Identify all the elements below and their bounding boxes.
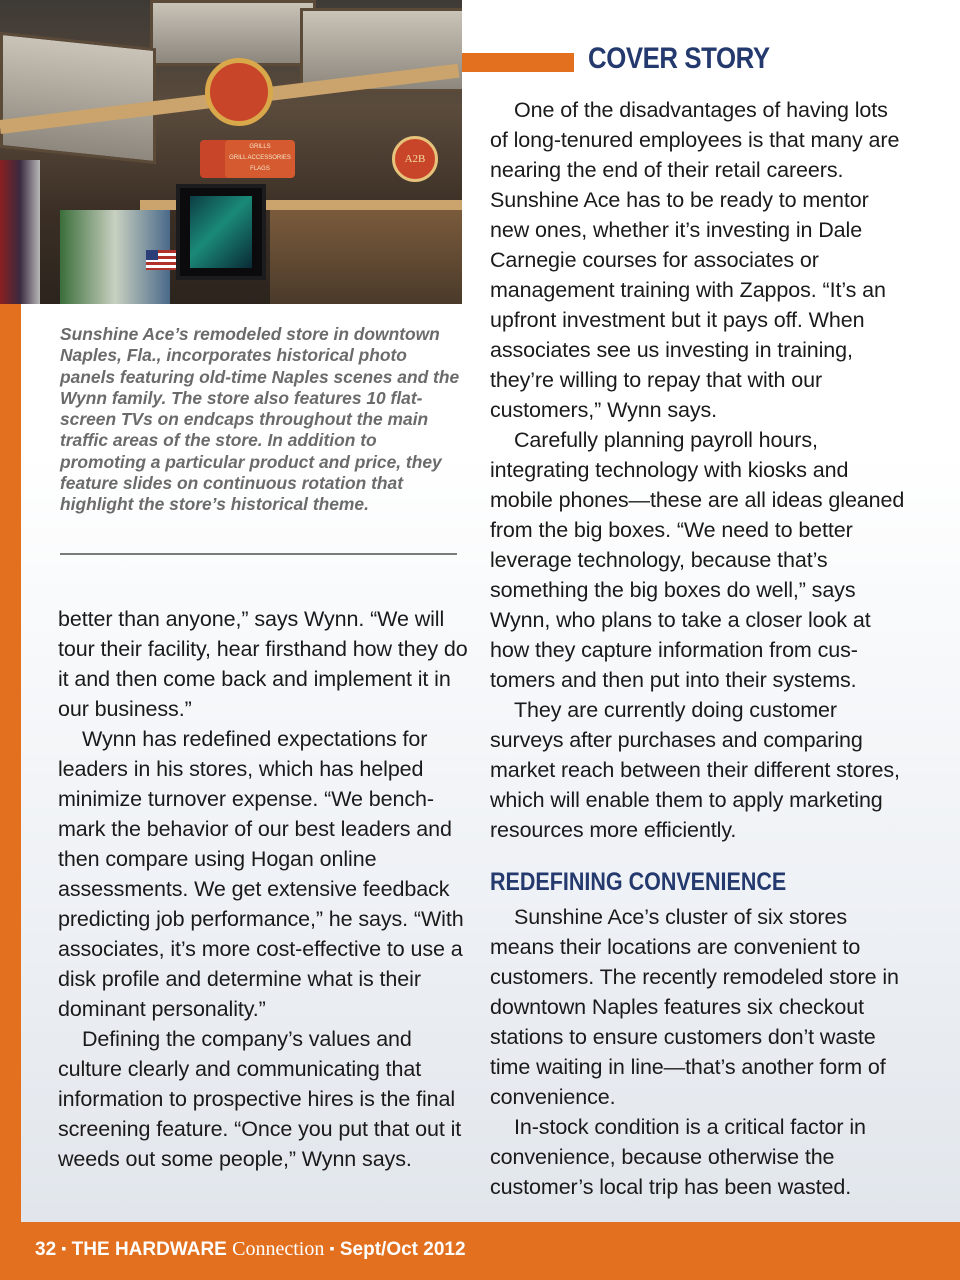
american-flag bbox=[146, 250, 176, 270]
magazine-title-serif: Connection bbox=[232, 1238, 325, 1260]
caption-divider bbox=[60, 553, 457, 555]
right-column-bottom bbox=[490, 902, 910, 1202]
issue-date: Sept/Oct 2012 bbox=[339, 1239, 466, 1260]
page-number: 32 bbox=[35, 1239, 57, 1260]
section-accent-bar bbox=[462, 53, 574, 72]
paragraph: In-stock condition is a critical factor in convenience, because otherwise the customer’s local trip has been wasted. bbox=[490, 1115, 866, 1199]
sign-line: FLAGS bbox=[250, 166, 270, 172]
photo-caption: Sunshine Ace’s remodeled store in downtown Naples, Fla., incorporates historical photo panels featuring old-time Naples scenes and the Wynn family. The store also features 10 flat-screen TVs on endcaps throughout the main traffic areas of the store. In addition to promoting a particular product and price, they feature slides on continuous rotation that highlight the store’s historical theme. bbox=[60, 324, 460, 515]
paragraph: Defining the company’s values and culture clearly and communicating that information to prospective hires is the final screening feature. “Once you put that out it weeds out some people,” Wynn says. bbox=[58, 1027, 462, 1171]
separator-bullet: ▪ bbox=[61, 1240, 67, 1256]
folio bbox=[35, 1236, 466, 1263]
merchandise-shelves bbox=[270, 210, 462, 304]
paragraph: Sunshine Ace’s cluster of six stores means their locations are convenient to customers. The recently remodeled store in downtown Naples features six checkout stations to ensure customers don’t waste time waiting in line—that’s another form of convenience. bbox=[490, 905, 899, 1109]
historical-photo-panel bbox=[150, 0, 316, 66]
subhead: REDEFINING CONVENIENCE bbox=[490, 868, 787, 896]
section-label: COVER STORY bbox=[588, 42, 770, 75]
paragraph: Wynn has redefined expectations for leaders in his stores, which has helped minimize turnover expense. “We bench- mark the behavior of our best leaders and then compare using Hogan online assessments. We get extensive feedback predicting job performance,” he says. “With associates, it’s more cost-effective to use a disk profile and determine what is their dominant personality.” bbox=[58, 727, 464, 1021]
right-column-top bbox=[490, 95, 910, 845]
left-accent-strip bbox=[0, 304, 21, 1222]
paragraph: better than anyone,” says Wynn. “We will tour their facility, hear firsthand how they do it and then come back and implement it in our business.” bbox=[58, 607, 468, 721]
sign-line: GRILL ACCESSORIES bbox=[229, 155, 291, 161]
clothing-rack bbox=[0, 160, 40, 304]
sign-line: GRILLS bbox=[249, 144, 271, 150]
left-column bbox=[58, 604, 476, 1174]
emblem-medallion bbox=[205, 58, 273, 126]
store-sign-disk: A2B bbox=[392, 136, 438, 182]
flat-screen-tv bbox=[176, 184, 266, 280]
department-sign-text bbox=[225, 140, 295, 178]
historical-photo-panel bbox=[0, 32, 156, 164]
separator-bullet: ▪ bbox=[329, 1240, 335, 1256]
paragraph: They are currently doing customer surveys after purchases and comparing market reach between their different stores, which will enable them to apply marketing resources more efficiently. bbox=[490, 698, 900, 842]
magazine-title-bold: THE HARDWARE bbox=[71, 1239, 227, 1260]
paragraph: Carefully planning payroll hours, integrating technology with kiosks and mobile phones—these are all ideas gleaned from the big boxes. “We need to better leverage technology, because that’s something the big boxes do well,” says Wynn, who plans to take a closer look at how they capture information from cus- tomers and then put into their systems. bbox=[490, 428, 905, 692]
store-interior-photo bbox=[0, 0, 462, 304]
paragraph: One of the disadvantages of having lots of long-tenured employees is that many are nearing the end of their retail careers. Sunshine Ace has to be ready to mentor new ones, whether it’s investing in Dale Carnegie courses for associates or management training with Zappos. “It’s an upfront investment but it pays off. When associates see us investing in training, they’re willing to repay that with our customers,” Wynn says. bbox=[490, 98, 900, 422]
